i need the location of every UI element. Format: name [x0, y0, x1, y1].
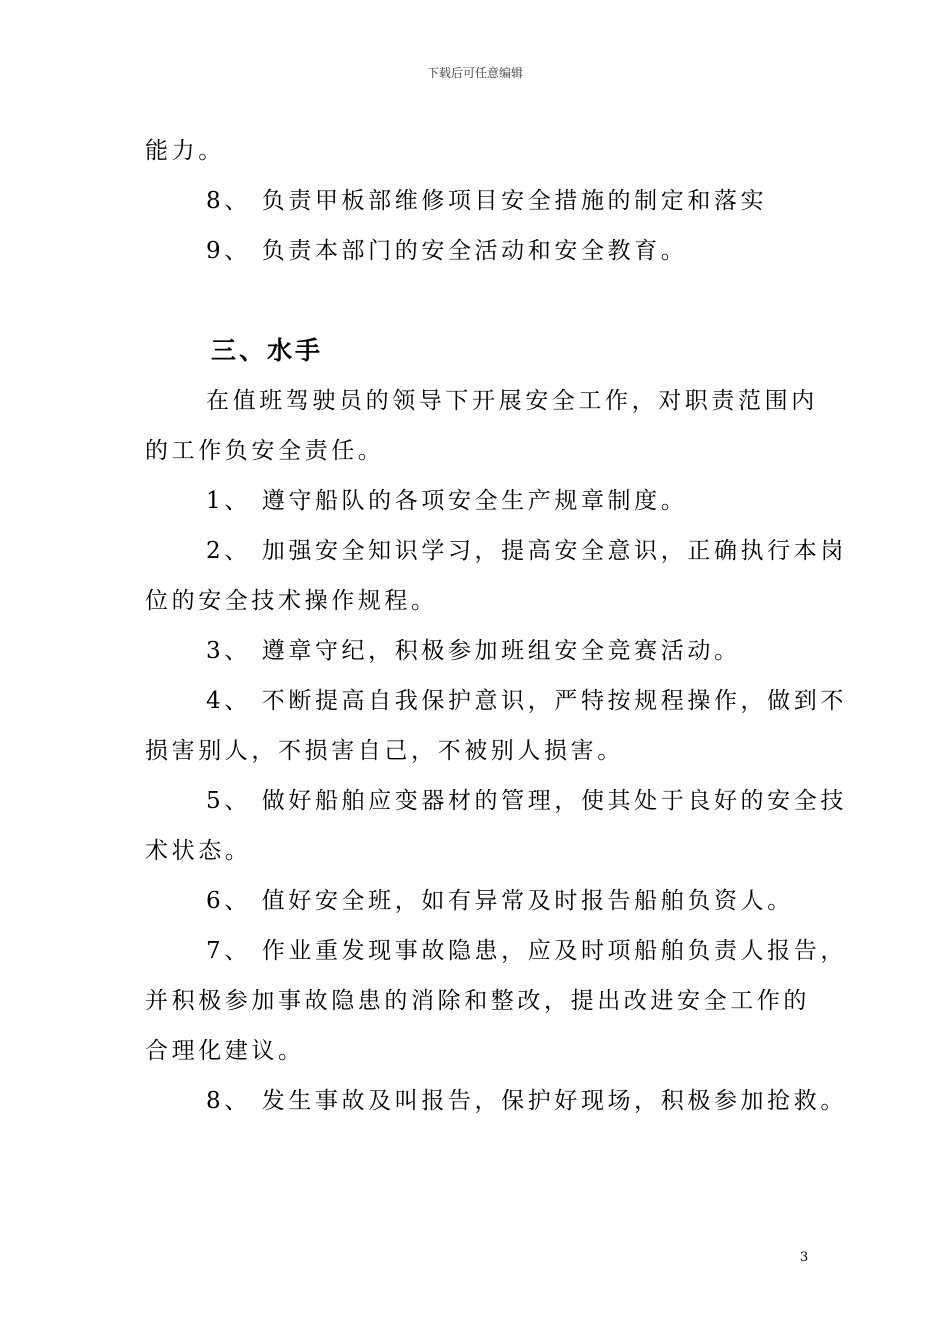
- list-item-5-continued: 术状态。: [145, 838, 252, 864]
- page-header: 下载后可任意编辑: [426, 66, 523, 80]
- intro-paragraph-line: 的工作负安全责任。: [145, 438, 385, 464]
- list-item-7-continued: 合理化建议。: [145, 1038, 305, 1064]
- list-item-3: 3、 遵章守纪，积极参加班组安全竞赛活动。: [206, 638, 741, 664]
- list-item-5: 5、 做好船舶应变器材的管理，使其处于良好的安全技: [206, 788, 847, 814]
- list-item-8: 8、 负责甲板部维修项目安全措施的制定和落实: [206, 188, 768, 214]
- list-item-2-continued: 位的安全技术操作规程。: [145, 588, 438, 614]
- section-heading: 三、水手: [211, 336, 324, 365]
- list-item-4-continued: 损害别人，不损害自己，不被别人损害。: [145, 738, 624, 764]
- list-item-9: 9、 负责本部门的安全活动和安全教育。: [206, 238, 688, 264]
- paragraph-line: 能力。: [145, 138, 225, 164]
- list-item-4: 4、 不断提高自我保护意识，严特按规程操作，做到不: [206, 688, 847, 714]
- list-item-7: 7、 作业重发现事故隐患，应及时项船舶负责人报告，: [206, 938, 847, 964]
- intro-paragraph-line: 在值班驾驶员的领导下开展安全工作，对职责范围内: [206, 388, 818, 414]
- list-item-8-last: 8、 发生事故及叫报告，保护好现场，积极参加抢救。: [206, 1088, 847, 1114]
- list-item-1: 1、 遵守船队的各项安全生产规章制度。: [206, 488, 688, 514]
- page-number: 3: [800, 1250, 809, 1265]
- list-item-7-continued: 并积极参加事故隐患的消除和整改，提出改进安全工作的: [145, 988, 810, 1014]
- list-item-2: 2、 加强安全知识学习，提高安全意识，正确执行本岗: [206, 538, 847, 564]
- list-item-6: 6、 值好安全班，如有异常及时报告船舶负资人。: [206, 888, 794, 914]
